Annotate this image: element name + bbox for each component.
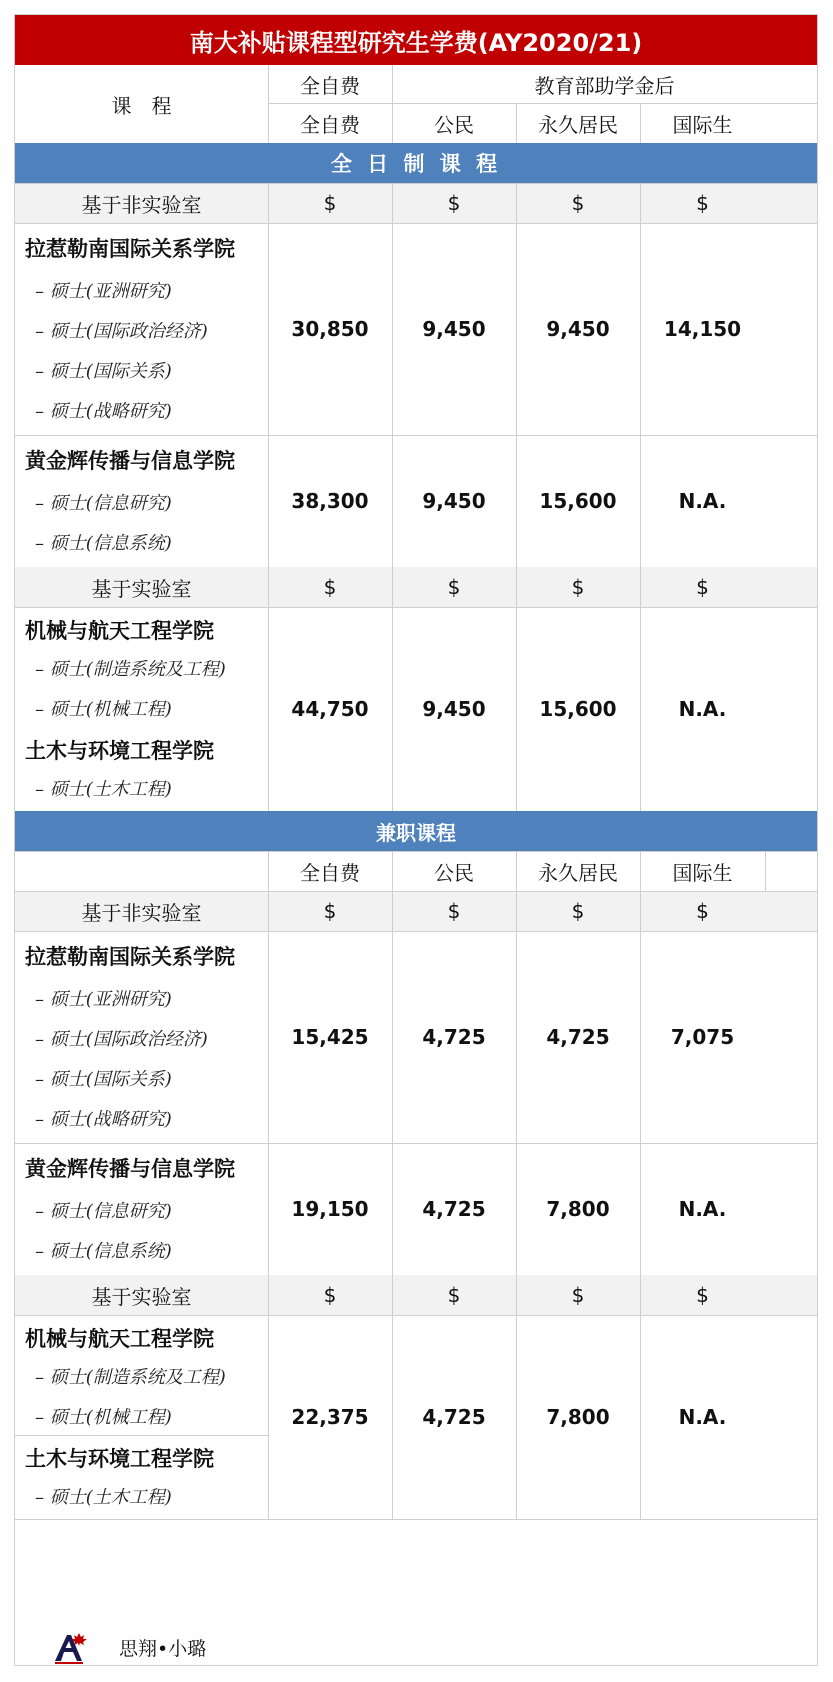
grid-line <box>516 607 517 811</box>
grid-line <box>640 1275 641 1315</box>
grid-line <box>15 1435 268 1436</box>
section-band: 兼职课程 <box>15 811 817 851</box>
category-label: 基于实验室 <box>91 1284 192 1309</box>
program-name: – 硕士(国际关系) <box>35 361 172 382</box>
grid-line <box>392 931 393 1143</box>
grid-line <box>268 891 269 931</box>
fee-value: 9,450 <box>546 317 610 341</box>
fee-value: 7,800 <box>546 1197 610 1221</box>
fee-value: 4,725 <box>422 1405 486 1429</box>
fee-value: 22,375 <box>291 1405 369 1429</box>
grid-line <box>268 567 269 607</box>
school-name: 机械与航天工程学院 <box>25 1327 214 1351</box>
grid-line <box>516 1143 517 1275</box>
grid-line <box>392 223 393 435</box>
grid-line <box>268 931 269 1143</box>
program-name: – 硕士(土木工程) <box>35 1487 172 1508</box>
program-name: – 硕士(亚洲研究) <box>35 281 172 302</box>
school-name: 机械与航天工程学院 <box>25 619 214 643</box>
fee-value: 7,075 <box>670 1025 735 1049</box>
grid-line <box>640 223 641 435</box>
grid-line <box>392 607 393 811</box>
grid-line <box>516 183 517 223</box>
fee-value: N.A. <box>678 489 727 513</box>
category-label: 基于实验室 <box>91 576 192 601</box>
grid-line <box>268 1275 269 1315</box>
currency-symbol: $ <box>447 1283 461 1307</box>
program-name: – 硕士(制造系统及工程) <box>35 1367 226 1388</box>
grid-line <box>640 931 641 1143</box>
currency-symbol: $ <box>323 1283 337 1307</box>
currency-symbol: $ <box>571 575 585 599</box>
fee-value: 7,800 <box>546 1405 610 1429</box>
school-name: 黄金辉传播与信息学院 <box>25 1157 235 1181</box>
grid-line <box>392 1275 393 1315</box>
fee-value: 14,150 <box>663 317 742 341</box>
grid-line <box>640 183 641 223</box>
header-col: 公民 <box>434 860 474 885</box>
fee-value: 9,450 <box>422 317 486 341</box>
currency-symbol: $ <box>696 575 709 599</box>
currency-symbol: $ <box>323 191 337 215</box>
program-name: – 硕士(土木工程) <box>35 779 172 800</box>
currency-symbol: $ <box>323 575 337 599</box>
program-name: – 硕士(战略研究) <box>35 1109 172 1130</box>
grid-line <box>268 183 269 223</box>
grid-line <box>640 1143 641 1275</box>
grid-line <box>765 851 766 891</box>
school-name: 拉惹勒南国际关系学院 <box>25 945 235 969</box>
footer <box>15 1630 817 1666</box>
header-col: 国际生 <box>672 860 733 885</box>
category-label: 基于非实验室 <box>81 192 202 217</box>
currency-symbol: $ <box>571 1283 585 1307</box>
program-name: – 硕士(信息研究) <box>35 1201 172 1222</box>
currency-symbol: $ <box>447 191 461 215</box>
grid-line <box>15 1519 817 1520</box>
fee-value: N.A. <box>678 1197 727 1221</box>
grid-line <box>640 567 641 607</box>
header-col: 公民 <box>434 112 474 137</box>
program-name: – 硕士(信息系统) <box>35 533 172 554</box>
grid-line <box>392 567 393 607</box>
fee-value: 15,425 <box>291 1025 369 1049</box>
grid-line <box>640 103 641 143</box>
grid-line <box>640 435 641 567</box>
grid-line <box>640 607 641 811</box>
program-name: – 硕士(制造系统及工程) <box>35 659 226 680</box>
header-col: 永久居民 <box>538 112 618 137</box>
grid-line <box>392 65 393 143</box>
currency-symbol: $ <box>696 1283 709 1307</box>
grid-line <box>516 103 517 143</box>
fee-value: 15,600 <box>539 489 617 513</box>
fee-table <box>14 14 818 1666</box>
fee-value: 4,725 <box>422 1197 486 1221</box>
grid-line <box>516 223 517 435</box>
grid-line <box>392 183 393 223</box>
table-title: 南大补贴课程型研究生学费(AY2020/21) <box>15 15 817 65</box>
program-name: – 硕士(机械工程) <box>35 1407 172 1428</box>
grid-line <box>392 1143 393 1275</box>
grid-line <box>516 1315 517 1519</box>
program-name: – 硕士(机械工程) <box>35 699 172 720</box>
program-name: – 硕士(信息研究) <box>35 493 172 514</box>
fee-value: 44,750 <box>291 697 369 721</box>
currency-symbol: $ <box>447 575 461 599</box>
grid-line <box>268 607 269 811</box>
grid-line <box>392 435 393 567</box>
program-name: – 硕士(亚洲研究) <box>35 989 172 1010</box>
program-name: – 硕士(国际政治经济) <box>35 1029 208 1050</box>
grid-line <box>516 891 517 931</box>
currency-symbol: $ <box>696 191 709 215</box>
header-col: 全自费 <box>300 112 360 137</box>
section-band: 全 日 制 课 程 <box>15 143 817 183</box>
brand-logo <box>49 1631 89 1665</box>
currency-symbol: $ <box>696 899 709 923</box>
program-name: – 硕士(国际关系) <box>35 1069 172 1090</box>
currency-symbol: $ <box>571 899 585 923</box>
grid-line <box>516 1275 517 1315</box>
grid-line <box>268 223 269 435</box>
brand-name: 思翔•小璐 <box>119 1638 207 1660</box>
fee-value: 15,600 <box>539 697 617 721</box>
fee-value: N.A. <box>678 1405 727 1429</box>
grid-line <box>268 435 269 567</box>
fee-value: N.A. <box>678 697 727 721</box>
school-name: 土木与环境工程学院 <box>25 1447 214 1471</box>
fee-value: 4,725 <box>546 1025 610 1049</box>
program-name: – 硕士(国际政治经济) <box>35 321 208 342</box>
fee-value: 9,450 <box>422 697 486 721</box>
currency-symbol: $ <box>323 899 337 923</box>
grid-line <box>516 435 517 567</box>
header-col: 全自费 <box>300 860 360 885</box>
currency-symbol: $ <box>447 899 461 923</box>
grid-line <box>516 567 517 607</box>
header-col: 国际生 <box>672 112 733 137</box>
header-full-fee: 全自费 <box>300 73 360 98</box>
grid-line <box>392 1315 393 1519</box>
currency-symbol: $ <box>571 191 585 215</box>
fee-value: 30,850 <box>291 317 369 341</box>
program-name: – 硕士(战略研究) <box>35 401 172 422</box>
header-moe-subsidy: 教育部助学金后 <box>534 73 675 98</box>
grid-line <box>516 931 517 1143</box>
grid-line <box>640 891 641 931</box>
fee-value: 38,300 <box>291 489 369 513</box>
grid-line <box>392 891 393 931</box>
header-course: 课 程 <box>111 93 172 118</box>
school-name: 黄金辉传播与信息学院 <box>25 449 235 473</box>
header-col: 永久居民 <box>538 860 618 885</box>
school-name: 土木与环境工程学院 <box>25 739 214 763</box>
grid-line <box>640 1315 641 1519</box>
fee-value: 19,150 <box>291 1197 369 1221</box>
fee-value: 4,725 <box>422 1025 486 1049</box>
grid-line <box>268 1143 269 1275</box>
grid-line <box>268 65 269 143</box>
category-label: 基于非实验室 <box>81 900 202 925</box>
school-name: 拉惹勒南国际关系学院 <box>25 237 235 261</box>
fee-value: 9,450 <box>422 489 486 513</box>
program-name: – 硕士(信息系统) <box>35 1241 172 1262</box>
grid-line <box>268 1315 269 1519</box>
